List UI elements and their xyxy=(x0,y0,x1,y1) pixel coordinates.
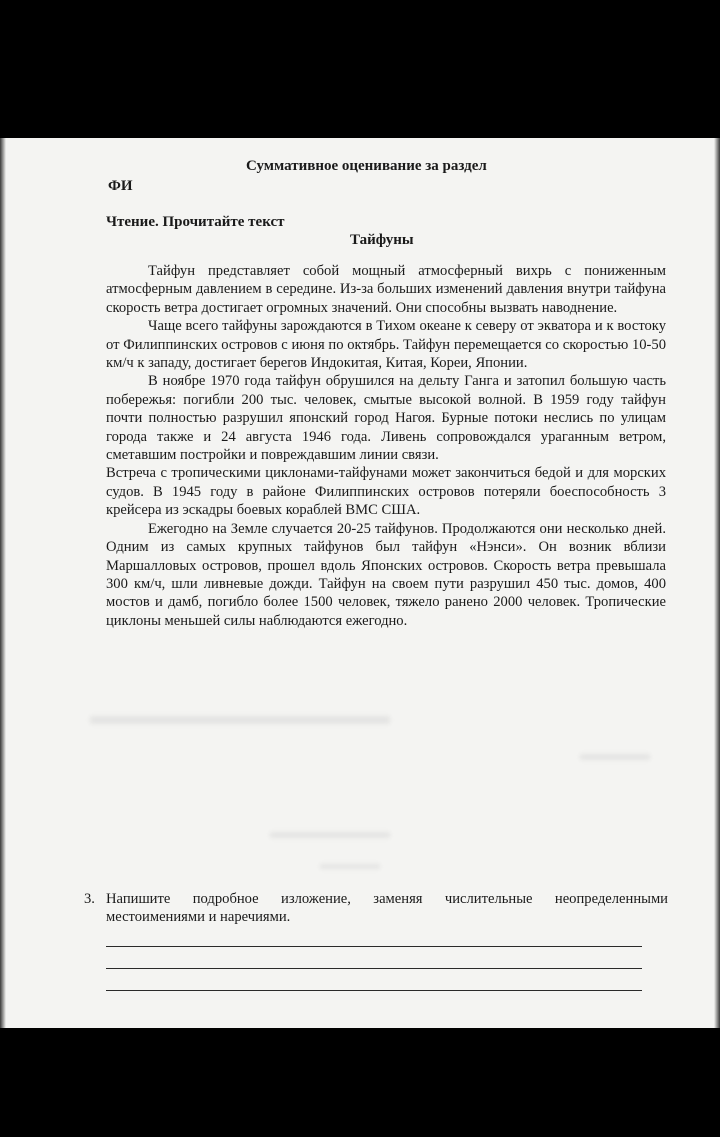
answer-line[interactable] xyxy=(106,968,642,969)
erased-area-mark xyxy=(320,864,380,869)
paragraph-1: Тайфун представляет собой мощный атмосферный вихрь с пониженным атмосферным давлением в середине. Из-за больших изменений давления внутри тайфуна скорость ветра достигает огромных значений. Они способны вызвать наводнение. xyxy=(106,263,666,316)
document-header-title: Суммативное оценивание за раздел xyxy=(246,158,487,174)
erased-area-mark xyxy=(90,716,390,724)
text-body xyxy=(106,262,666,630)
page-edge-right xyxy=(714,138,720,1028)
paragraph-5: Ежегодно на Земле случается 20-25 тайфунов. Продолжаются они несколько дней. Одним из самых крупных тайфунов был тайфун «Нэнси». Он возник вблизи Маршалловых островов, прошел вдоль Японских островов. Скорость ветра превышала 300 км/ч, шли ливневые дожди. Тайфун на своем пути разрушил 450 тыс. домов, 400 мостов и дамб, погибло более 1500 человек, тяжело ранено 2000 человек. Тропические циклоны меньшей силы наблюдаются ежегодно. xyxy=(106,520,666,629)
text-title: Тайфуны xyxy=(350,232,414,248)
erased-area-mark xyxy=(580,754,650,760)
paragraph-3: В ноябре 1970 года тайфун обрушился на дельту Ганга и затопил большую часть побережья: погибли 200 тыс. человек, смытые высокой волной. В 1959 году тайфун почти полностью разрушил японский город Нагоя. Бурные потоки неслись по улицам города также и 24 августа 1946 года. Ливень сопровождался ураганным ветром, сметавшим постройки и повреждавшим линии связи. xyxy=(106,373,666,464)
task-number: 3. xyxy=(84,891,95,907)
page-edge-left xyxy=(0,138,6,1028)
name-field-label: ФИ xyxy=(108,178,133,194)
answer-line[interactable] xyxy=(106,990,642,991)
paragraph-2: Чаще всего тайфуны зарождаются в Тихом океане к северу от экватора и к востоку от Филиппинских островов с июня по октябрь. Тайфун перемещается со скоростью 10-50 км/ч к западу, достигает берегов Индокитая, Китая, Кореи, Японии. xyxy=(106,318,666,372)
writing-task xyxy=(84,890,668,927)
erased-area-mark xyxy=(270,832,390,838)
paragraph-4: Встреча с тропическими циклонами-тайфунами может закончиться бедой и для морских судов. В 1945 году в районе Филиппинских островов потеряли боеспособность 3 крейсера из эскадры боевых кораблей ВМС США. xyxy=(106,465,666,519)
reading-task-title: Чтение. Прочитайте текст xyxy=(106,214,285,230)
document-page xyxy=(0,138,720,1028)
answer-line[interactable] xyxy=(106,946,642,947)
task-instruction: Напишите подробное изложение, заменяя числительные неопределенными местоимениями и наречиями. xyxy=(106,891,668,926)
